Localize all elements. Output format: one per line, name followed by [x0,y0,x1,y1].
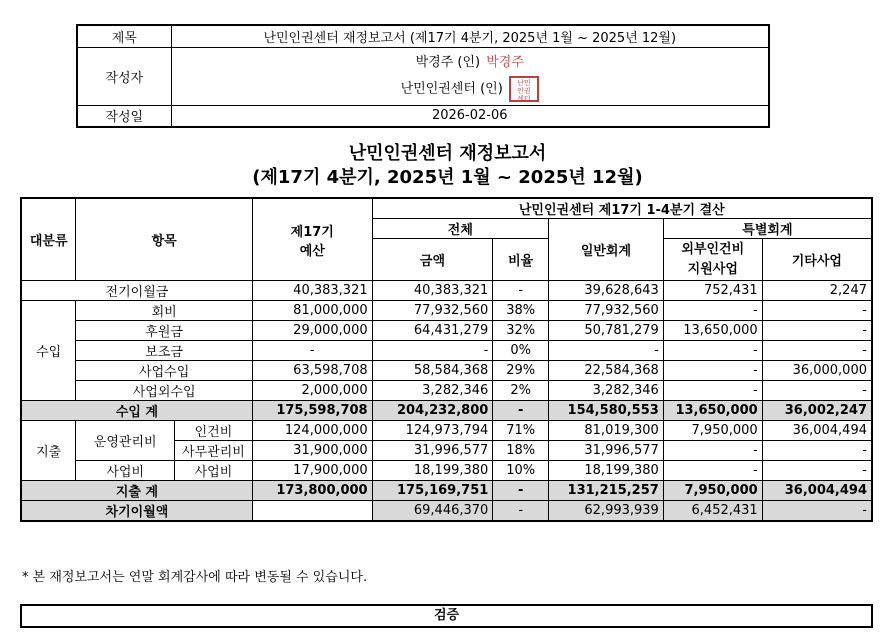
cell-amount: 124,973,794 [372,421,493,441]
signature-mark: 박경주 [486,54,524,70]
header-settlement: 난민인권센터 제17기 1-4분기 결산 [372,198,872,219]
cell-ratio: 71% [493,421,549,441]
cell-budget: 124,000,000 [252,421,372,441]
cell-external: 7,950,000 [663,481,762,501]
opex-category: 운영관리비 [76,421,175,461]
income-category: 수입 [21,301,76,401]
cell-ratio: - [493,501,549,522]
header-external: 외부인건비 지원사업 [663,239,762,281]
cell-amount: 204,232,800 [372,401,493,421]
cell-ratio: - [493,281,549,301]
table-row [21,361,872,381]
cell-other: - [762,301,872,321]
cell-general: 81,019,300 [549,421,664,441]
cell-general: 18,199,380 [549,461,664,481]
expense-total-row [21,481,872,501]
cell-amount: 3,282,346 [372,381,493,401]
author-org-name: 난민인권센터 [400,81,476,97]
cell-external: - [663,361,762,381]
table-row [21,321,872,341]
finance-table [20,197,873,522]
header-item: 항목 [76,198,253,281]
document-title: 난민인권센터 재정보고서 [348,143,547,164]
cell-general: 39,628,643 [549,281,664,301]
row-label: 사무관리비 [174,441,252,461]
cell-amount: - [372,341,493,361]
table-row [21,381,872,401]
row-label: 인건비 [174,421,252,441]
row-label: 후원금 [76,321,253,341]
author-person-seal: (인) [457,54,481,70]
header-special: 특별회계 [663,219,872,239]
author-org-seal: (인) [480,81,503,97]
cell-budget: 17,900,000 [252,461,372,481]
cell-general: 22,584,368 [549,361,664,381]
row-label: 지출 계 [21,481,252,501]
cell-other: 36,004,494 [762,421,872,441]
author-person-name: 박경주 [415,54,454,70]
subject-value: 난민인권센터 재정보고서 (제17기 4분기, 2025년 1월 ~ 2025년 12월) [171,25,769,47]
cell-external: 6,452,431 [663,501,762,522]
cell-budget: 81,000,000 [252,301,372,321]
row-label: 수입 계 [21,401,252,421]
header-ratio: 비율 [493,239,549,281]
cell-budget: 31,900,000 [252,441,372,461]
project-category: 사업비 [76,461,175,481]
footnote: * 본 재정보고서는 연말 회계감사에 따라 변동될 수 있습니다. [22,570,368,585]
cell-other: - [762,441,872,461]
table-row [21,281,872,301]
cell-ratio: - [493,401,549,421]
author-org [171,73,769,105]
header-category: 대분류 [21,198,76,281]
cell-general: 62,993,939 [549,501,664,522]
cell-external: - [663,341,762,361]
header-general: 일반회계 [549,219,664,281]
document-subtitle: (제17기 4분기, 2025년 1월 ~ 2025년 12월) [252,167,643,188]
cell-amount: 58,584,368 [372,361,493,381]
cell-amount: 31,996,577 [372,441,493,461]
cell-other: - [762,461,872,481]
row-label: 사업외수입 [76,381,253,401]
cell-general: 154,580,553 [549,401,664,421]
cell-external: - [663,461,762,481]
cell-other: - [762,341,872,361]
cell-amount: 40,383,321 [372,281,493,301]
author-person [171,47,769,73]
cell-other: 2,247 [762,281,872,301]
table-row [21,461,872,481]
cell-budget: - [252,341,372,361]
cell-ratio: 32% [493,321,549,341]
row-label: 차기이월액 [21,501,252,522]
cell-budget [252,501,372,522]
row-label: 전기이월금 [21,281,252,301]
subject-label: 제목 [77,25,171,47]
cell-other: - [762,501,872,522]
cell-external: - [663,441,762,461]
cell-ratio: - [493,481,549,501]
cell-external: 13,650,000 [663,401,762,421]
cell-other: - [762,381,872,401]
verification-box: 검증 [20,604,873,628]
cell-general: 77,932,560 [549,301,664,321]
header-total: 전체 [372,219,548,239]
header-budget: 제17기 예산 [252,198,372,281]
cell-ratio: 18% [493,441,549,461]
row-label: 보조금 [76,341,253,361]
cell-ratio: 2% [493,381,549,401]
cell-other: 36,000,000 [762,361,872,381]
table-row [21,421,872,441]
date-value: 2026-02-06 [171,105,769,127]
cell-budget: 173,800,000 [252,481,372,501]
table-row [21,301,872,321]
cell-external: 7,950,000 [663,421,762,441]
header-amount: 금액 [372,239,493,281]
cell-amount: 175,169,751 [372,481,493,501]
row-label: 사업수입 [76,361,253,381]
cell-general: - [549,341,664,361]
cell-amount: 18,199,380 [372,461,493,481]
cell-budget: 29,000,000 [252,321,372,341]
date-label: 작성일 [77,105,171,127]
income-total-row [21,401,872,421]
cell-external: - [663,381,762,401]
cell-budget: 175,598,708 [252,401,372,421]
next-carryover-row [21,501,872,522]
header-other: 기타사업 [762,239,872,281]
cell-amount: 69,446,370 [372,501,493,522]
cell-budget: 40,383,321 [252,281,372,301]
cell-external: - [663,301,762,321]
cell-external: 13,650,000 [663,321,762,341]
cell-other: 36,004,494 [762,481,872,501]
report-info-table [76,24,770,128]
cell-ratio: 38% [493,301,549,321]
row-label: 사업비 [174,461,252,481]
table-row [21,341,872,361]
expense-category: 지출 [21,421,76,481]
cell-general: 3,282,346 [549,381,664,401]
cell-other: 36,002,247 [762,401,872,421]
cell-other: - [762,321,872,341]
cell-general: 131,215,257 [549,481,664,501]
cell-budget: 63,598,708 [252,361,372,381]
cell-external: 752,431 [663,281,762,301]
cell-amount: 64,431,279 [372,321,493,341]
cell-general: 50,781,279 [549,321,664,341]
author-label: 작성자 [77,47,171,105]
cell-amount: 77,932,560 [372,301,493,321]
cell-general: 31,996,577 [549,441,664,461]
cell-ratio: 0% [493,341,549,361]
row-label: 회비 [76,301,253,321]
cell-budget: 2,000,000 [252,381,372,401]
cell-ratio: 10% [493,461,549,481]
org-seal-stamp-icon: 난민 인권 센터 [509,76,539,102]
cell-ratio: 29% [493,361,549,381]
